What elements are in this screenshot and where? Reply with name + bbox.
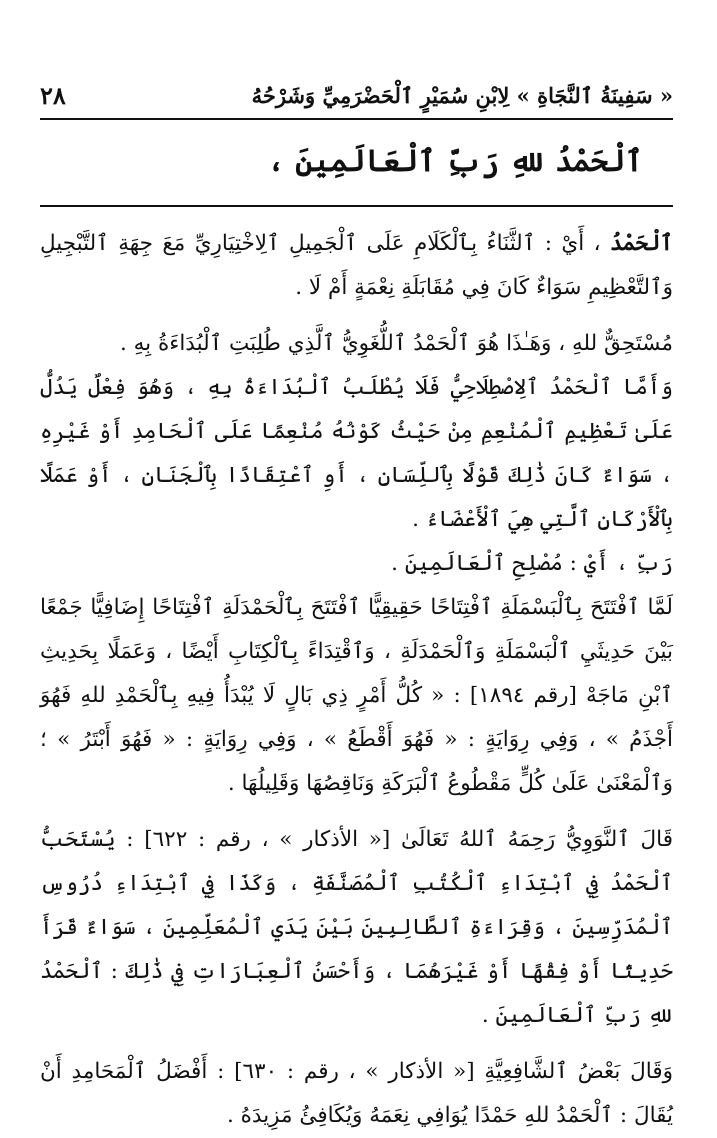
- commentary-paragraph: [40, 818, 673, 1038]
- commentary-paragraph: [40, 366, 673, 542]
- paragraph-text: وَقَالَ بَعْضُ ٱلشَّافِعِيَّةِ [« الأذكار » ، رقم : ٦٣٠] : أَفْضَلُ ٱلْمَحَامِدِ أَنْ يُقَالَ : ٱلْحَمْدُ للهِ حَمْدًا يُوَافِي نِعَمَهُ وَيُكَافِئُ مَزِيدَهُ .: [40, 1059, 674, 1128]
- commentary-paragraph: [40, 1050, 673, 1138]
- paragraph-text: رَبِّ ، أَيْ : مُصْلِحِ ٱلْعَالَمِينَ .: [391, 551, 673, 576]
- commentary-paragraph: [40, 322, 673, 366]
- commentary-paragraph: [40, 586, 673, 806]
- paragraph-text: لَمَّا ٱفْتَتَحَ بِٱلْبَسْمَلَةِ ٱفْتِتَاحًا حَقِيقِيًّا ٱفْتَتَحَ بِٱلْحَمْدَلَةِ ٱفْتِتَاحًا إِضَافِيًّا جَمْعًا بَيْنَ حَدِيثَيِ ٱلْبَسْمَلَةِ وَٱلْحَمْدَلَةِ ، وَٱقْتِدَاءً بِٱلْكِتَابِ أَيْضًا ، وَعَمَلًا بِحَدِيثِ ٱبْنِ مَاجَهْ [رقم ١٨٩٤] : « كُلُّ أَمْرٍ ذِي بَالٍ لَا يُبْدَأُ فِيهِ بِٱلْحَمْدِ للهِ فَهُوَ أَجْذَمُ » ، وَفِي رِوَايَةٍ : « فَهُوَ أَقْطَعُ » ، وَفِي رِوَايَةٍ : « فَهُوَ أَبْتَرُ » ؛ وَٱلْمَعْنَىٰ عَلَىٰ كُلٍّ مَقْطُوعُ ٱلْبَرَكَةِ وَنَاقِصُهَا وَقَلِيلُهَا .: [40, 595, 673, 796]
- paragraph-text: مُسْتَحِقٌّ للهِ ، وَهَـٰذَا هُوَ ٱلْحَمْدُ ٱللُّغَوِيُّ ٱلَّذِي طُلِبَتِ ٱلْبُدَاءَةُ بِهِ .: [119, 331, 673, 356]
- commentary-body: [40, 222, 673, 1138]
- paragraph-lead-word: ٱلْحَمْدُ: [610, 231, 674, 256]
- page-number: ٢٨: [40, 80, 66, 110]
- paragraph-text: وَأَمَّا ٱلْحَمْدُ ٱلِاصْطِلَاحِيُّ فَلَا يُطْلَبُ ٱلْبُدَاءَةُ بِهِ ، وَهُوَ فِعْلٌ يَدُلُّ عَلَىٰ تَعْظِيمِ ٱلْمُنْعِمِ مِنْ حَيْثُ كَوْنُهُ مُنْعِمًا عَلَى ٱلْحَامِدِ أَوْ غَيْرِهِ ، سَوَاءٌ كَانَ ذَٰلِكَ قَوْلًا بِٱللِّسَانِ ، أَوِ ٱعْتِقَادًا بِٱلْجَنَانِ ، أَوْ عَمَلًا بِٱلْأَرْكَانِ ٱلَّتِي هِيَ ٱلْأَعْضَاءُ .: [40, 375, 673, 532]
- paragraph-text: ، أَيْ : ٱلثَّنَاءُ بِٱلْكَلَامِ عَلَى ٱلْجَمِيلِ ٱلِاخْتِيَارِيِّ مَعَ جِهَةِ ٱلتَّبْجِيلِ وَٱلتَّعْظِيمِ سَوَاءٌ كَانَ فِي مُقَابَلَةِ نِعْمَةٍ أَمْ لَا .: [40, 231, 673, 300]
- commentary-paragraph: [40, 222, 673, 310]
- matn-text: ٱلْحَمْدُ للهِ رَبِّ ٱلْعَالَمِينَ ،: [267, 144, 643, 179]
- page-header: [40, 72, 673, 120]
- paragraph-text: قَالَ ٱلنَّوَوِيُّ رَحِمَهُ ٱللهُ تَعَالَىٰ [« الأذكار » ، رقم : ٦٢٢] : يُسْتَحَبُّ ٱلْحَمْدُ فِي ٱبْتِدَاءِ ٱلْكُتُبِ ٱلْمُصَنَّفَةِ ، وَكَذَا فِي ٱبْتِدَاءِ دُرُوسِ ٱلْمُدَرِّسِينَ ، وَقِرَاءَةِ ٱلطَّالِبِينَ بَيْنَ يَدَيِ ٱلْمُعَلِّمِينَ ، سَوَاءٌ قَرَأَ حَدِيثًا أَوْ فِقْهًا أَوْ غَيْرَهُمَا ، وَأَحْسَنُ ٱلْعِبَارَاتِ فِي ذَٰلِكَ : ٱلْحَمْدُ للهِ رَبِّ ٱلْعَالَمِينَ .: [40, 827, 673, 1028]
- section-divider: [40, 205, 673, 207]
- commentary-paragraph: [40, 542, 673, 586]
- running-title: « سَفِينَةُ ٱلنَّجَاةِ » لِابْنِ سُمَيْرٍ ٱلْحَضْرَمِيِّ وَشَرْحُهُ: [251, 82, 673, 108]
